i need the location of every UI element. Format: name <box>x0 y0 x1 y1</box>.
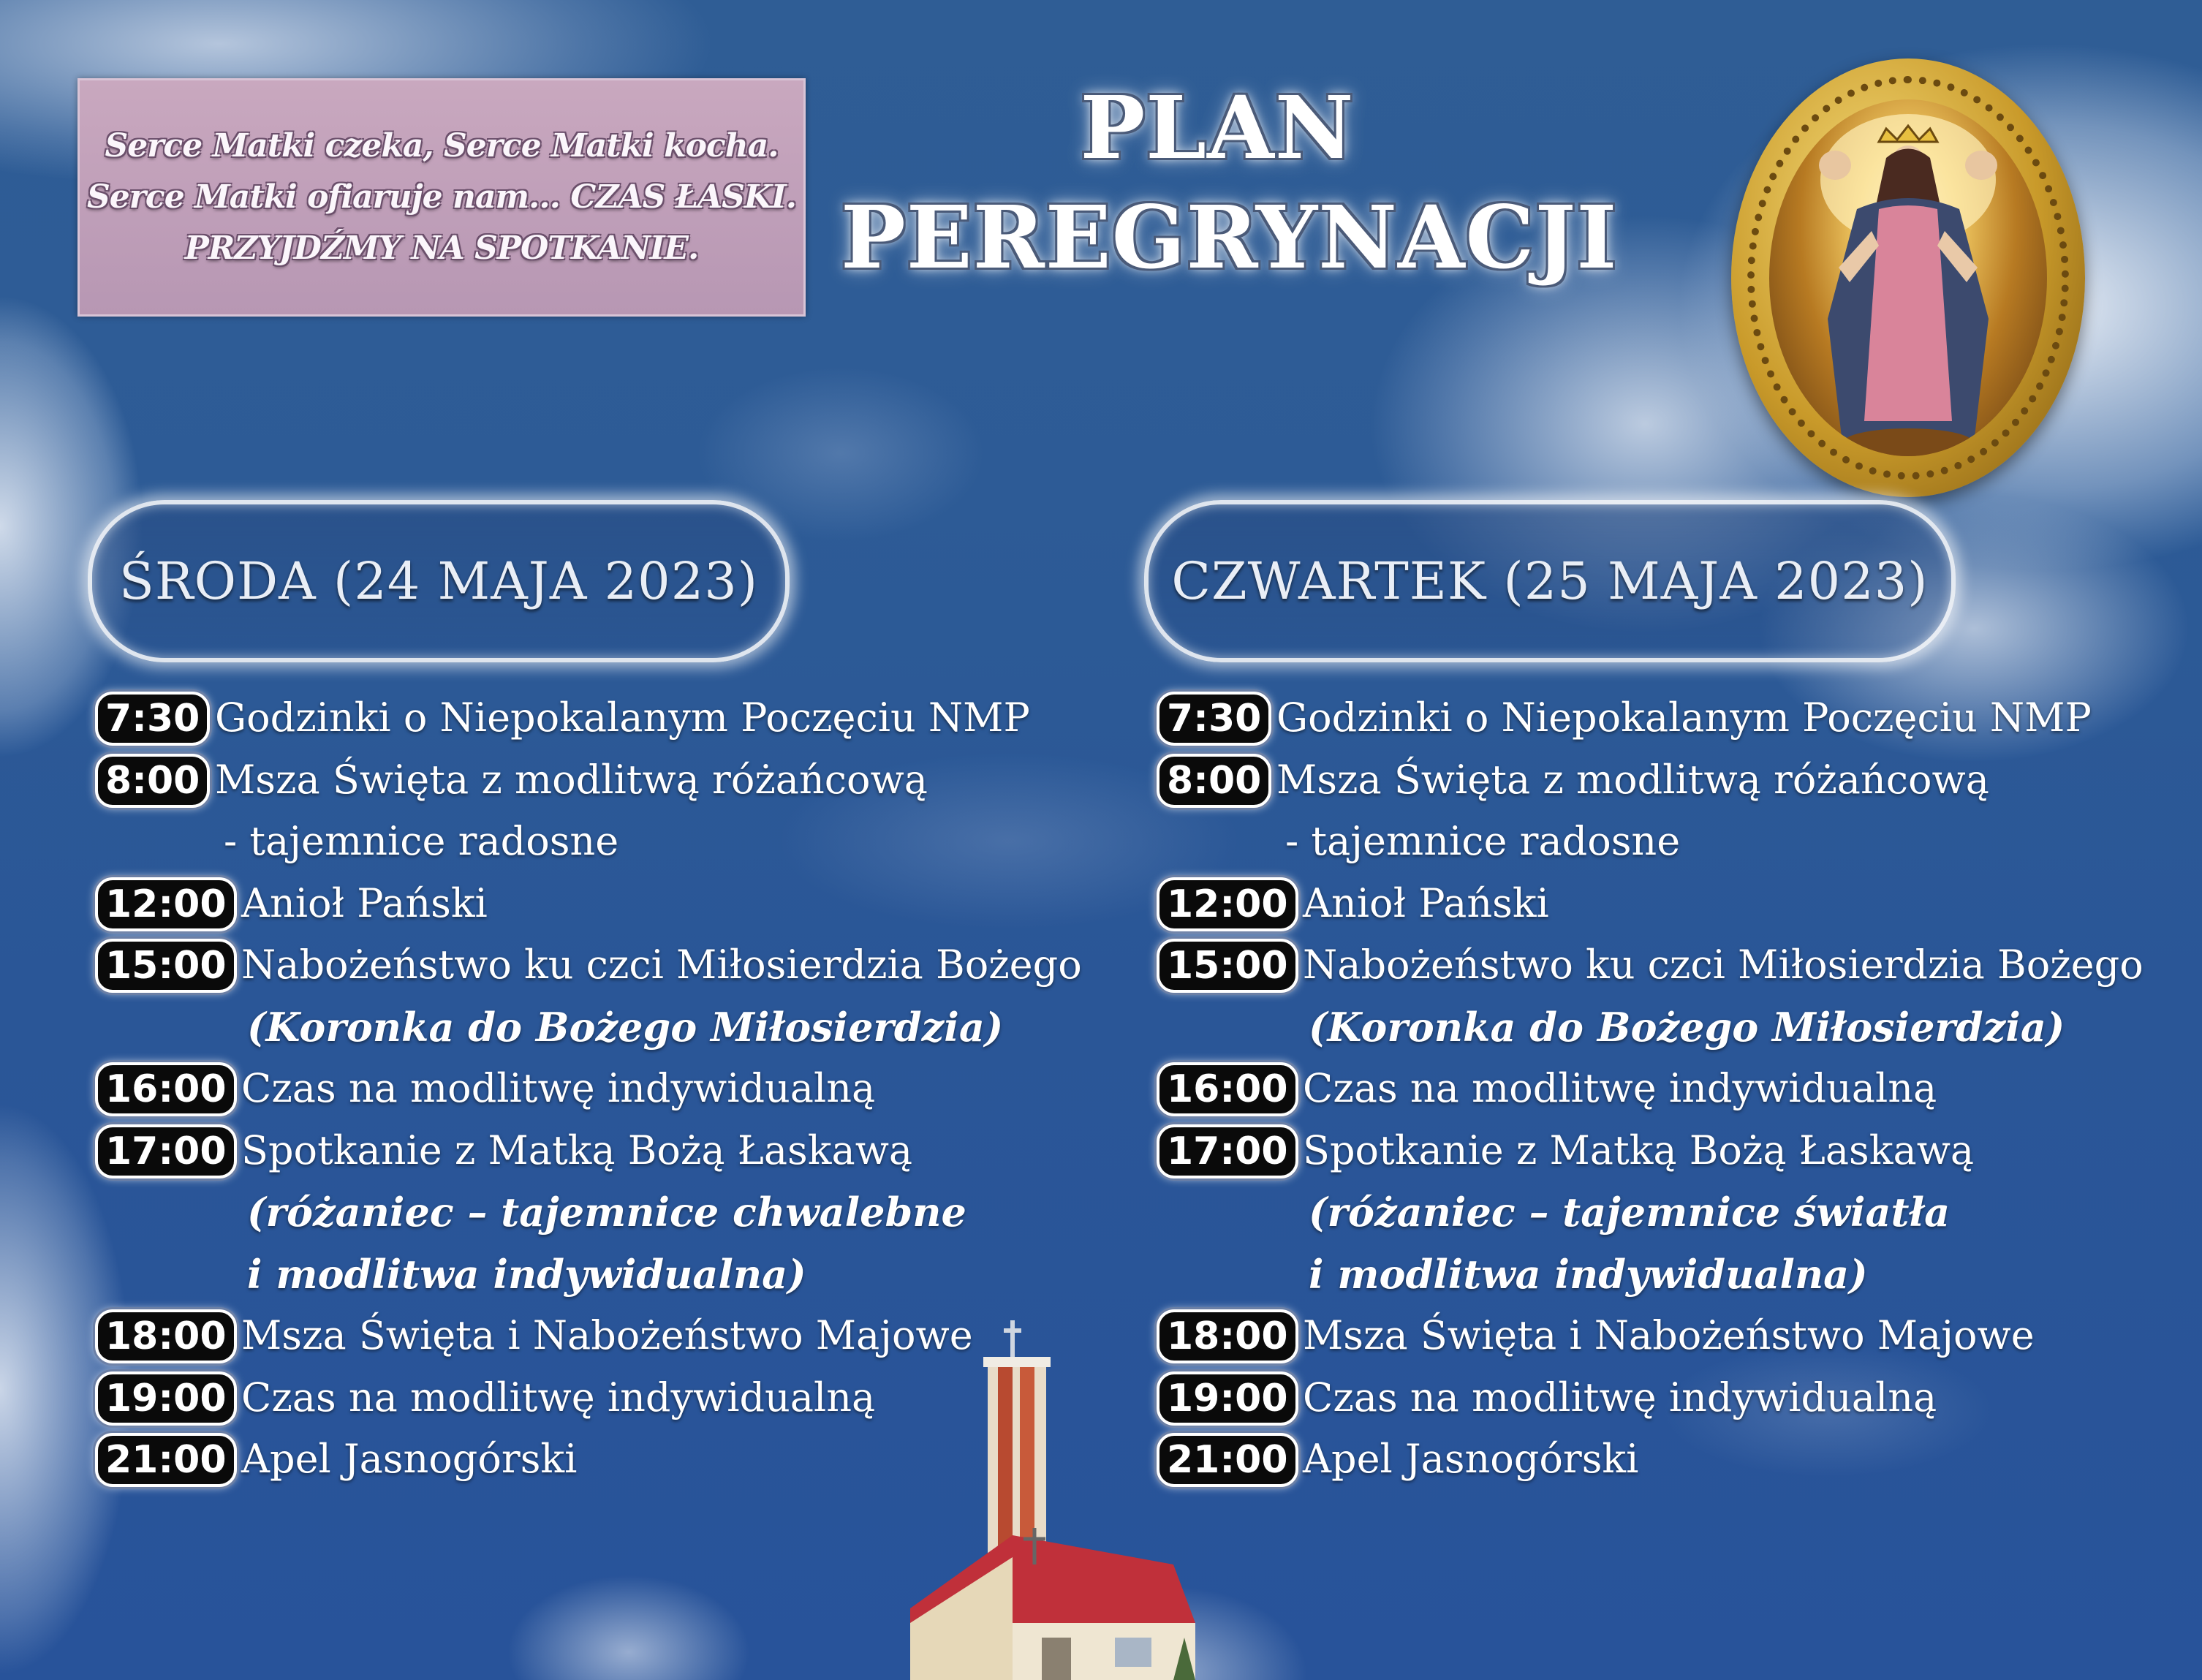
schedule-thursday <box>1157 687 2180 1491</box>
time-badge: 15:00 <box>95 939 237 993</box>
event-text: Czas na modlitwę indywidualną <box>241 1065 876 1111</box>
schedule-row <box>1157 811 2180 873</box>
church-icon <box>896 1316 1203 1680</box>
time-badge: 16:00 <box>1157 1062 1298 1116</box>
event-text: Msza Święta i Nabożeństwo Majowe <box>241 1312 973 1358</box>
event-text: Czas na modlitwę indywidualną <box>1303 1065 1937 1111</box>
schedule-row <box>95 934 1104 996</box>
event-text: Msza Święta i Nabożeństwo Majowe <box>1303 1312 2035 1358</box>
event-text: Anioł Pański <box>241 879 488 926</box>
schedule-row <box>1157 1367 2180 1429</box>
event-text: Msza Święta z modlitwą różańcową <box>1276 756 1989 803</box>
schedule-row <box>1157 1120 2180 1182</box>
event-text: (różaniec – tajemnice światła <box>1309 1189 1951 1236</box>
schedule-row <box>1157 687 2180 749</box>
madonna-figure <box>1769 99 2047 456</box>
day-header-label: CZWARTEK (25 MAJA 2023) <box>1171 551 1929 611</box>
schedule-row <box>95 811 1104 873</box>
event-text: (Koronka do Bożego Miłosierdzia) <box>1309 1003 2065 1051</box>
title-line-2: PEREGRYNACJI <box>841 186 1618 288</box>
event-text: Czas na modlitwę indywidualną <box>1303 1374 1937 1420</box>
time-badge: 12:00 <box>95 877 237 931</box>
event-text: - tajemnice radosne <box>224 818 619 864</box>
madonna-painting <box>1769 99 2047 456</box>
title-line-1: PLAN <box>1080 77 1355 178</box>
time-badge: 7:30 <box>1157 692 1271 746</box>
time-badge: 19:00 <box>1157 1371 1298 1426</box>
time-badge: 21:00 <box>95 1433 237 1487</box>
schedule-row <box>95 687 1104 749</box>
madonna-icon <box>1731 58 2085 497</box>
schedule-row <box>95 873 1104 935</box>
time-badge: 17:00 <box>95 1124 237 1178</box>
event-text: Anioł Pański <box>1303 879 1549 926</box>
schedule-row <box>1157 1305 2180 1367</box>
time-badge: 15:00 <box>1157 939 1298 993</box>
time-badge: 8:00 <box>1157 754 1271 808</box>
time-badge: 16:00 <box>95 1062 237 1116</box>
quote-line-3: PRZYJDŹMY NA SPOTKANIE. <box>184 230 699 267</box>
schedule-row <box>95 1244 1104 1306</box>
time-badge: 18:00 <box>95 1309 237 1363</box>
schedule-row <box>95 1120 1104 1182</box>
event-text: Apel Jasnogórski <box>241 1436 578 1482</box>
schedule-row <box>1157 1058 2180 1120</box>
event-text: Spotkanie z Matką Bożą Łaskawą <box>1303 1127 1975 1173</box>
time-badge: 7:30 <box>95 692 210 746</box>
quote-box <box>77 78 806 317</box>
schedule-row <box>95 749 1104 811</box>
time-badge: 21:00 <box>1157 1433 1298 1487</box>
event-text: - tajemnice radosne <box>1285 818 1681 864</box>
day-header-wednesday <box>88 500 790 662</box>
schedule-row <box>1157 934 2180 996</box>
quote-line-1: Serce Matki czeka, Serce Matki kocha. <box>105 127 779 164</box>
schedule-row <box>1157 1429 2180 1491</box>
time-badge: 12:00 <box>1157 877 1298 931</box>
schedule-row <box>95 996 1104 1059</box>
event-text: Czas na modlitwę indywidualną <box>241 1374 876 1420</box>
time-badge: 19:00 <box>95 1371 237 1426</box>
event-text: (Koronka do Bożego Miłosierdzia) <box>247 1003 1004 1051</box>
schedule-row <box>1157 996 2180 1059</box>
event-text: Nabożeństwo ku czci Miłosierdzia Bożego <box>241 942 1082 988</box>
schedule-row <box>95 1058 1104 1120</box>
event-text: Godzinki o Niepokalanym Poczęciu NMP <box>1276 695 2092 741</box>
day-header-label: ŚRODA (24 MAJA 2023) <box>118 551 759 611</box>
time-badge: 17:00 <box>1157 1124 1298 1178</box>
schedule-row <box>95 1181 1104 1244</box>
event-text: i modlitwa indywidualna) <box>1309 1250 1868 1298</box>
event-text: Spotkanie z Matką Bożą Łaskawą <box>241 1127 913 1173</box>
event-text: (różaniec – tajemnice chwalebne <box>247 1189 966 1236</box>
event-text: Apel Jasnogórski <box>1303 1436 1639 1482</box>
schedule-row <box>1157 749 2180 811</box>
page-title <box>841 73 1618 292</box>
quote-line-2: Serce Matki ofiaruje nam… CZAS ŁASKI. <box>86 178 797 216</box>
event-text: Nabożeństwo ku czci Miłosierdzia Bożego <box>1303 942 2144 988</box>
schedule-row <box>1157 873 2180 935</box>
day-header-thursday <box>1144 500 1956 662</box>
event-text: i modlitwa indywidualna) <box>247 1250 806 1298</box>
event-text: Msza Święta z modlitwą różańcową <box>215 756 928 803</box>
schedule-row <box>1157 1244 2180 1306</box>
time-badge: 18:00 <box>1157 1309 1298 1363</box>
time-badge: 8:00 <box>95 754 210 808</box>
event-text: Godzinki o Niepokalanym Poczęciu NMP <box>215 695 1030 741</box>
schedule-row <box>1157 1181 2180 1244</box>
